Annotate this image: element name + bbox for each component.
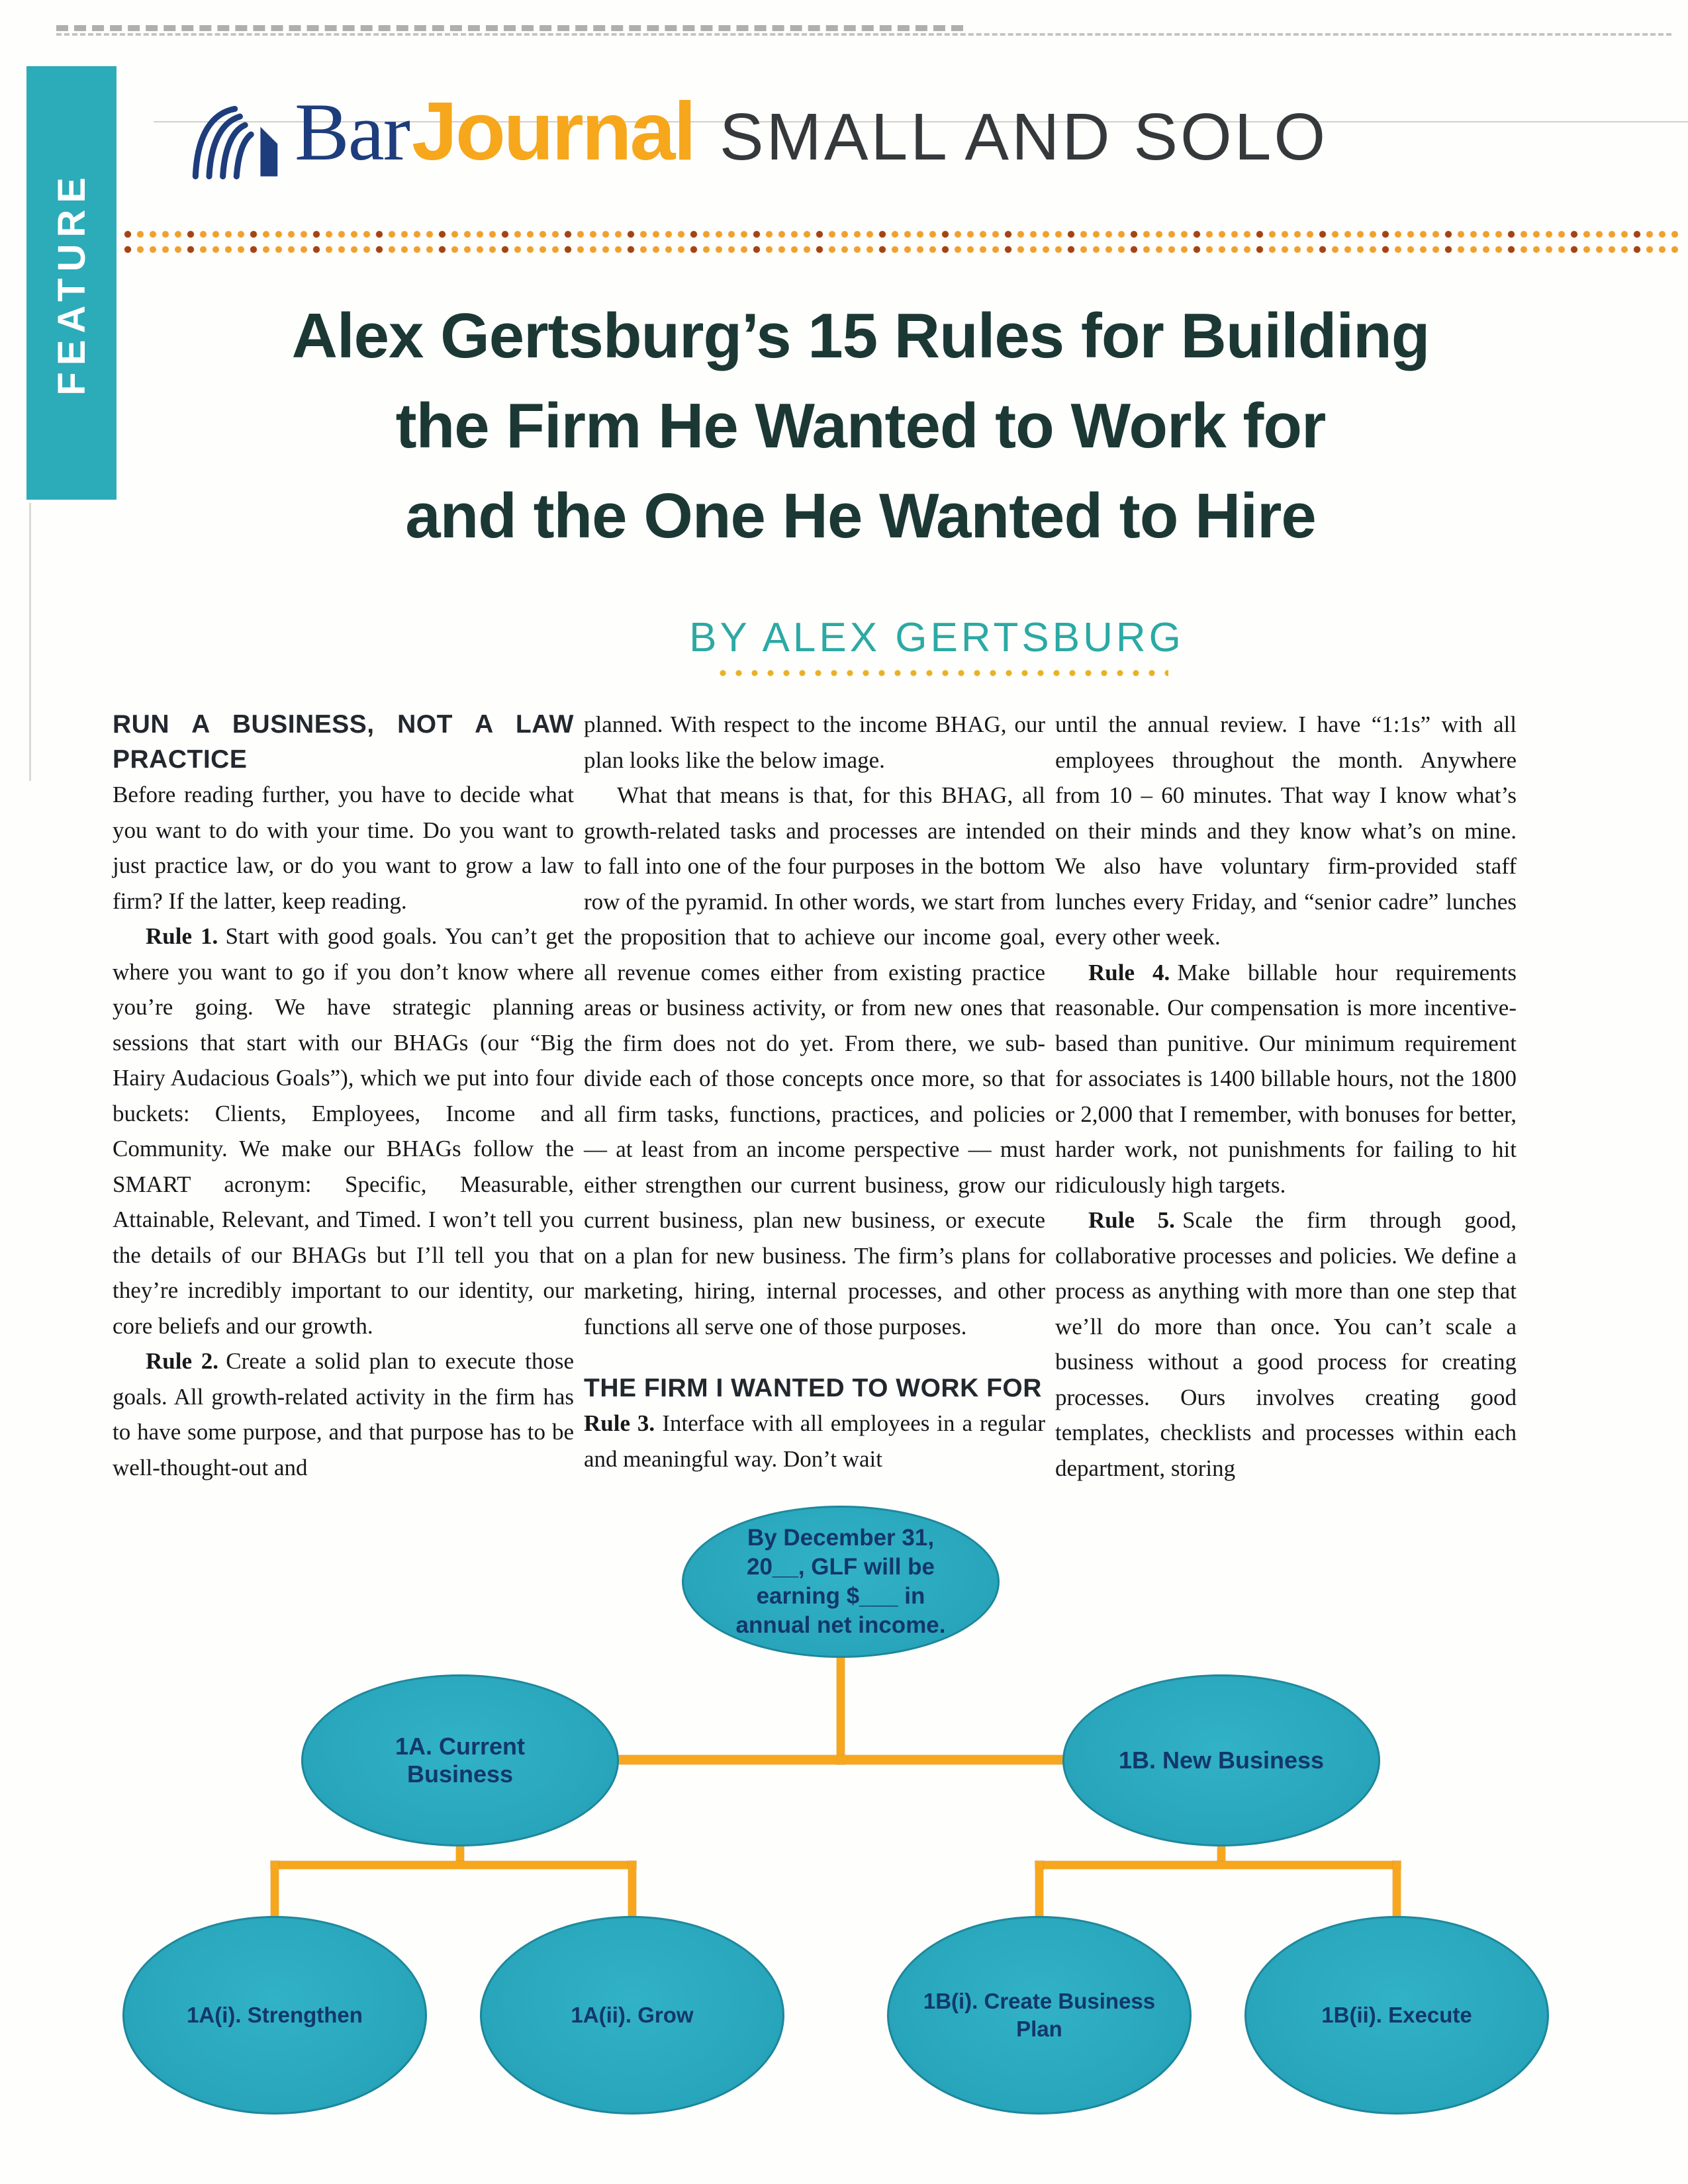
- connector-row2-horizontal: [616, 1755, 1066, 1764]
- diagram-node-create-business-plan: 1B(i). Create Business Plan: [887, 1916, 1192, 2115]
- scan-artifact-dashed-line: [56, 25, 963, 31]
- byline: BY ALEX GERTSBURG: [689, 615, 1184, 660]
- connector-leg-1aii: [628, 1861, 636, 1921]
- headline-line-3: and the One He Wanted to Hire: [405, 480, 1316, 551]
- diagram-node-new-business: 1B. New Business: [1062, 1674, 1380, 1846]
- feature-tab: [26, 66, 117, 500]
- diagram-node-current-business: 1A. Current Business: [301, 1674, 619, 1846]
- connector-leg-1ai: [271, 1861, 279, 1921]
- paragraph: [1055, 707, 1517, 955]
- article-column-3: [1055, 707, 1517, 1486]
- paragraph-text: Make billable hour requirements reasonable. Our compensation is more incentive-based than punitive. Our minimum requirement for associates is 1400 billable hours, not the 1800 or 2,000 that I remember, with bonuses for better, harder work, not punishments for failing to hit ridiculously high targets.: [1055, 959, 1517, 1198]
- scan-artifact-left-edge: [29, 503, 31, 781]
- header-dotted-rule: [122, 229, 1678, 259]
- diagram-node-goal: By December 31, 20__, GLF will be earning $___ in annual net income.: [682, 1506, 1000, 1658]
- rule-lead: Rule 4.: [1088, 959, 1170, 985]
- paragraph: [1055, 955, 1517, 1203]
- connector-goal-to-row2: [837, 1653, 845, 1764]
- headline-line-2: the Firm He Wanted to Work for: [395, 390, 1326, 461]
- connector-leg-1bi: [1035, 1861, 1043, 1921]
- section-label: SMALL AND SOLO: [719, 100, 1329, 174]
- paragraph: [584, 1406, 1045, 1477]
- diagram-node-grow: 1A(ii). Grow: [480, 1916, 784, 2115]
- article-column-1: [113, 707, 574, 1485]
- bar-journal-logo-icon: [189, 97, 283, 180]
- connector-left-subtree-bar: [271, 1861, 636, 1869]
- rule-lead: Rule 1.: [146, 923, 218, 949]
- paragraph-text: Create a solid plan to execute those goals. All growth-related activity in the firm has to have some purpose, and that purpose has to be well-thought-out and: [113, 1348, 574, 1480]
- diagram-node-strengthen: 1A(i). Strengthen: [122, 1916, 427, 2115]
- paragraph-text: Interface with all employees in a regular and meaningful way. Don’t wait: [584, 1410, 1046, 1472]
- rule-lead: Rule 2.: [146, 1348, 219, 1374]
- connector-leg-1bii: [1393, 1861, 1401, 1921]
- paragraph: [113, 919, 574, 1343]
- headline-line-1: Alex Gertsburg’s 15 Rules for Building: [291, 300, 1430, 371]
- paragraph-text: planned. With respect to the income BHAG, our plan looks like the below image.: [584, 711, 1045, 773]
- column-heading: RUN A BUSINESS, NOT A LAW PRACTICE: [113, 710, 574, 774]
- scan-artifact-dashed-line-light: [56, 33, 1671, 36]
- logo-journal-text: Journal: [412, 86, 694, 177]
- connector-right-subtree-bar: [1035, 1861, 1401, 1869]
- rule-lead: Rule 3.: [584, 1410, 655, 1436]
- paragraph-text: Scale the firm through good, collaborative processes and policies. We define a process as anything with more than one step that we’ll do more than once. You can’t scale a business without a good process for creating processes. Ours involves creating good templates, checklists and processes within each department, storing: [1055, 1207, 1517, 1481]
- paragraph-text: What that means is that, for this BHAG, all growth-related tasks and processes are intended to fall into one of the four purposes in the bottom row of the pyramid. In other words, we start from the proposition that to achieve our income goal, all revenue comes either from existing practice areas or business activity, or from new ones that the firm does not do yet. From there, we sub-divide each of those concepts once more, so that all firm tasks, functions, practices, and policies — at least from an income perspective — must either strengthen our current business, grow our current business, plan new business, or execute on a plan for new business. The firm’s plans for marketing, hiring, internal processes, and other functions all serve one of those purposes.: [584, 782, 1045, 1340]
- paragraph: [113, 1343, 574, 1485]
- rule-lead: Rule 5.: [1088, 1207, 1175, 1233]
- diagram-node-execute: 1B(ii). Execute: [1244, 1916, 1549, 2115]
- paragraph: [584, 707, 1045, 778]
- paragraph-text: until the annual review. I have “1:1s” with all employees throughout the month. Anywhere from 10 – 60 minutes. That way I know what’s on their minds and they know what’s on mine. We also have voluntary firm-provided staff lunches every Friday, and “senior cadre” lunches every other week.: [1055, 711, 1517, 950]
- byline-dotted-rule: [718, 668, 1168, 683]
- logo-bar-text: Bar: [295, 87, 410, 177]
- masthead: [189, 85, 1328, 180]
- page-title: [113, 291, 1609, 561]
- paragraph: [1055, 1203, 1517, 1486]
- paragraph-text: Start with good goals. You can’t get where you want to go if you don’t know where you’re going. We have strategic planning sessions that start with our BHAGs (our “Big Hairy Audacious Goals”), which we put into four buckets: Clients, Employees, Income and Community. We make our BHAGs follow the SMART acronym: Specific, Measurable, Attainable, Relevant, and Timed. I won’t tell you the details of our BHAGs but I’ll tell you that they’re incredibly important to our identity, our core beliefs and our growth.: [113, 923, 574, 1339]
- article-column-2: [584, 707, 1045, 1477]
- paragraph: [584, 778, 1045, 1344]
- column-heading: THE FIRM I WANTED TO WORK FOR: [584, 1374, 1042, 1402]
- feature-tab-label: FEATURE: [50, 170, 93, 396]
- paragraph-text: Before reading further, you have to decide what you want to do with your time. Do you want to just practice law, or do you want to grow a law firm? If the latter, keep reading.: [113, 782, 574, 914]
- paragraph: [113, 777, 574, 919]
